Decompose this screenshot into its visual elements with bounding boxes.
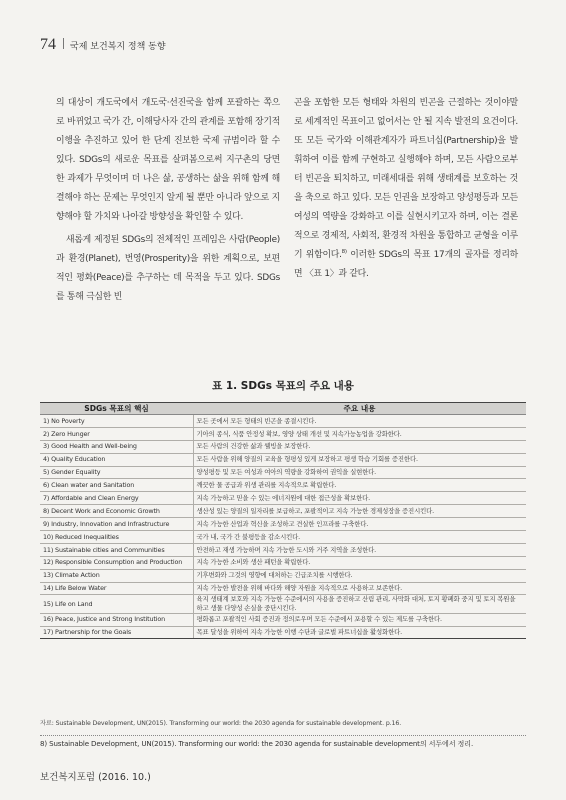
content-cell: 깨끗한 물 공급과 위생 관리를 지속적으로 확립한다.	[193, 479, 526, 492]
goal-cell: 7) Affordable and Clean Energy	[40, 492, 193, 505]
table-row	[40, 626, 526, 639]
table-row	[40, 531, 526, 544]
content-cell: 목표 달성을 위하여 지속 가능한 이행 수단과 글로벌 파트너십을 활성화한다.	[193, 626, 526, 639]
content-cell: 기후변화와 그것의 영향에 대처하는 긴급조치를 시행한다.	[193, 569, 526, 582]
content-cell: 지속 가능한 발전을 위해 바다와 해양 자원을 지속적으로 사용하고 보존한다.	[193, 582, 526, 595]
goal-cell: 11) Sustainable cities and Communities	[40, 543, 193, 556]
content-cell: 육지 생태계 보호와 지속 가능한 수준에서의 사용을 증진하고 산림 관리, 사막화 대처, 토지 황폐화 중지 및 토지 복원을 하고 생물 다양성 손실을 중단시킨다.	[193, 595, 526, 613]
table-row	[40, 595, 526, 613]
table-row	[40, 453, 526, 466]
goal-cell: 15) Life on Land	[40, 595, 193, 613]
content-cell: 지속 가능하고 믿을 수 있는 에너지원에 대한 접근성을 확보한다.	[193, 492, 526, 505]
sdg-table	[40, 402, 526, 639]
page-footer: 보건복지포럼 (2016. 10.)	[40, 772, 151, 783]
page-header	[40, 36, 530, 58]
paragraph: 의 대상이 개도국에서 개도국·선진국을 함께 포괄하는 쪽으로 바뀌었고 국가 간, 이해당사자 간의 관계를 포함해 장기적 이행을 추진하고 있어 한 단계 진보한 국제 규범이라 할 수 있다. SDGs의 새로운 목표를 살펴봄으로써 지구촌의 당면한 과제가 무엇이며 더 나은 삶, 공생하는 삶을 위해 함께 해결해야 하는 문제는 무엇인지 알게 될 뿐만 아니라 앞으로 지향해야 할 가치와 나아갈 방향성을 확인할 수 있다.	[56, 98, 280, 222]
table-row	[40, 440, 526, 453]
section-title: 국제 보건복지 정책 동향	[70, 42, 166, 52]
table-row	[40, 613, 526, 626]
goal-cell: 2) Zero Hunger	[40, 427, 193, 440]
table-row	[40, 427, 526, 440]
paragraph: 새롭게 제정된 SDGs의 전체적인 프레임은 사람(People)과 환경(Planet), 번영(Prosperity)을 위한 계획으로, 보편적인 평화(Peace)를 추구하는 데 목적을 두고 있다. SDGs를 통해 극심한 빈	[56, 235, 280, 302]
footnote: 8) Sustainable Development, UN(2015). Transforming our world: the 2030 agenda for sustainable development의 서두에서 정리.	[40, 739, 474, 748]
paragraph	[294, 94, 518, 284]
header-divider	[63, 38, 64, 49]
content-cell: 기아의 종식, 식품 안정성 확보, 영양 상태 개선 및 지속가능농업을 강화한다.	[193, 427, 526, 440]
table-body	[40, 415, 526, 639]
paragraph-text: 곤을 포함한 모든 형태와 차원의 빈곤을 근절하는 것이야말로 세계적인 목표이고 없어서는 안 될 지속 발전의 요건이다. 또 모든 국가와 이해관계자가 파트너십(Partnership)을 발휘하여 이를 함께 구현하고 실행해야 하며, 모든 사람으로부터 빈곤을 퇴치하고, 미래세대를 위해 생태계를 보호하는 것을 축으로 하고 있다. 모든 인권을 보장하고 양성평등과 모든 여성의 역량을 강화하고 이를 실현시키고자 하며, 이는 결론적으로 경제적, 사회적, 환경적 차원을 통합하고 균형을 이루기 위함이다.	[294, 98, 518, 260]
table-row	[40, 556, 526, 569]
right-column	[294, 94, 518, 354]
content-cell: 모든 사람을 위해 양질의 교육을 형평성 있게 보장하고 평생 학습 기회를 증진한다.	[193, 453, 526, 466]
content-cell: 양성평등 및 모든 여성과 여아의 역량을 강화하여 권익을 실현한다.	[193, 466, 526, 479]
table-header-row	[40, 403, 526, 415]
goal-cell: 8) Decent Work and Economic Growth	[40, 505, 193, 518]
content-cell: 평화롭고 포괄적인 사회 증진과 정의로우며 모든 수준에서 포용할 수 있는 제도를 구축한다.	[193, 613, 526, 626]
table-row	[40, 415, 526, 428]
table-row	[40, 505, 526, 518]
footnote-reference[interactable]: 8)	[341, 249, 347, 256]
goal-cell: 10) Reduced Inequalities	[40, 531, 193, 544]
table-row	[40, 466, 526, 479]
column-header-content: 주요 내용	[193, 403, 526, 415]
goal-cell: 17) Partnership for the Goals	[40, 626, 193, 639]
content-cell: 생산성 있는 양질의 일자리를 보급하고, 포괄적이고 지속 가능한 경제성장을 증진시킨다.	[193, 505, 526, 518]
goal-cell: 13) Climate Action	[40, 569, 193, 582]
table-source: 자료: Sustainable Development, UN(2015). Transforming our world: the 2030 agenda for sustainable development. p.16.	[40, 720, 402, 727]
table-row	[40, 582, 526, 595]
goal-cell: 3) Good Health and Well-being	[40, 440, 193, 453]
table-row	[40, 479, 526, 492]
table-title: 표 1. SDGs 목표의 주요 내용	[212, 380, 354, 392]
goal-cell: 12) Responsible Consumption and Production	[40, 556, 193, 569]
content-cell: 안전하고 재생 가능하며 지속 가능한 도시와 거주 지역을 조성한다.	[193, 543, 526, 556]
goal-cell: 5) Gender Equality	[40, 466, 193, 479]
paragraph-text: 이러한 SDGs의 목표 17개의 골자를 정리하면 〈표 1〉과 같다.	[294, 250, 518, 279]
content-cell: 모든 사람의 건강한 삶과 웰빙을 보장한다.	[193, 440, 526, 453]
content-cell: 모든 곳에서 모든 형태의 빈곤을 종결시킨다.	[193, 415, 526, 428]
content-cell: 지속 가능한 산업과 혁신을 조성하고 견실한 인프라를 구축한다.	[193, 518, 526, 531]
goal-cell: 14) Life Below Water	[40, 582, 193, 595]
table-row	[40, 569, 526, 582]
goal-cell: 1) No Poverty	[40, 415, 193, 428]
goal-cell: 9) Industry, Innovation and Infrastructure	[40, 518, 193, 531]
content-cell: 국가 내, 국가 간 불평등을 감소시킨다.	[193, 531, 526, 544]
goal-cell: 16) Peace, Justice and Strong Institution	[40, 613, 193, 626]
table-row	[40, 543, 526, 556]
body-text	[56, 94, 518, 354]
goal-cell: 4) Quality Education	[40, 453, 193, 466]
column-header-goal: SDGs 목표의 핵심	[40, 403, 193, 415]
page-number: 74	[40, 36, 56, 53]
table-row	[40, 518, 526, 531]
table-row	[40, 492, 526, 505]
goal-cell: 6) Clean water and Sanitation	[40, 479, 193, 492]
content-cell: 지속 가능한 소비와 생산 패턴을 확립한다.	[193, 556, 526, 569]
left-column	[56, 94, 280, 354]
footnote-divider	[40, 735, 526, 736]
